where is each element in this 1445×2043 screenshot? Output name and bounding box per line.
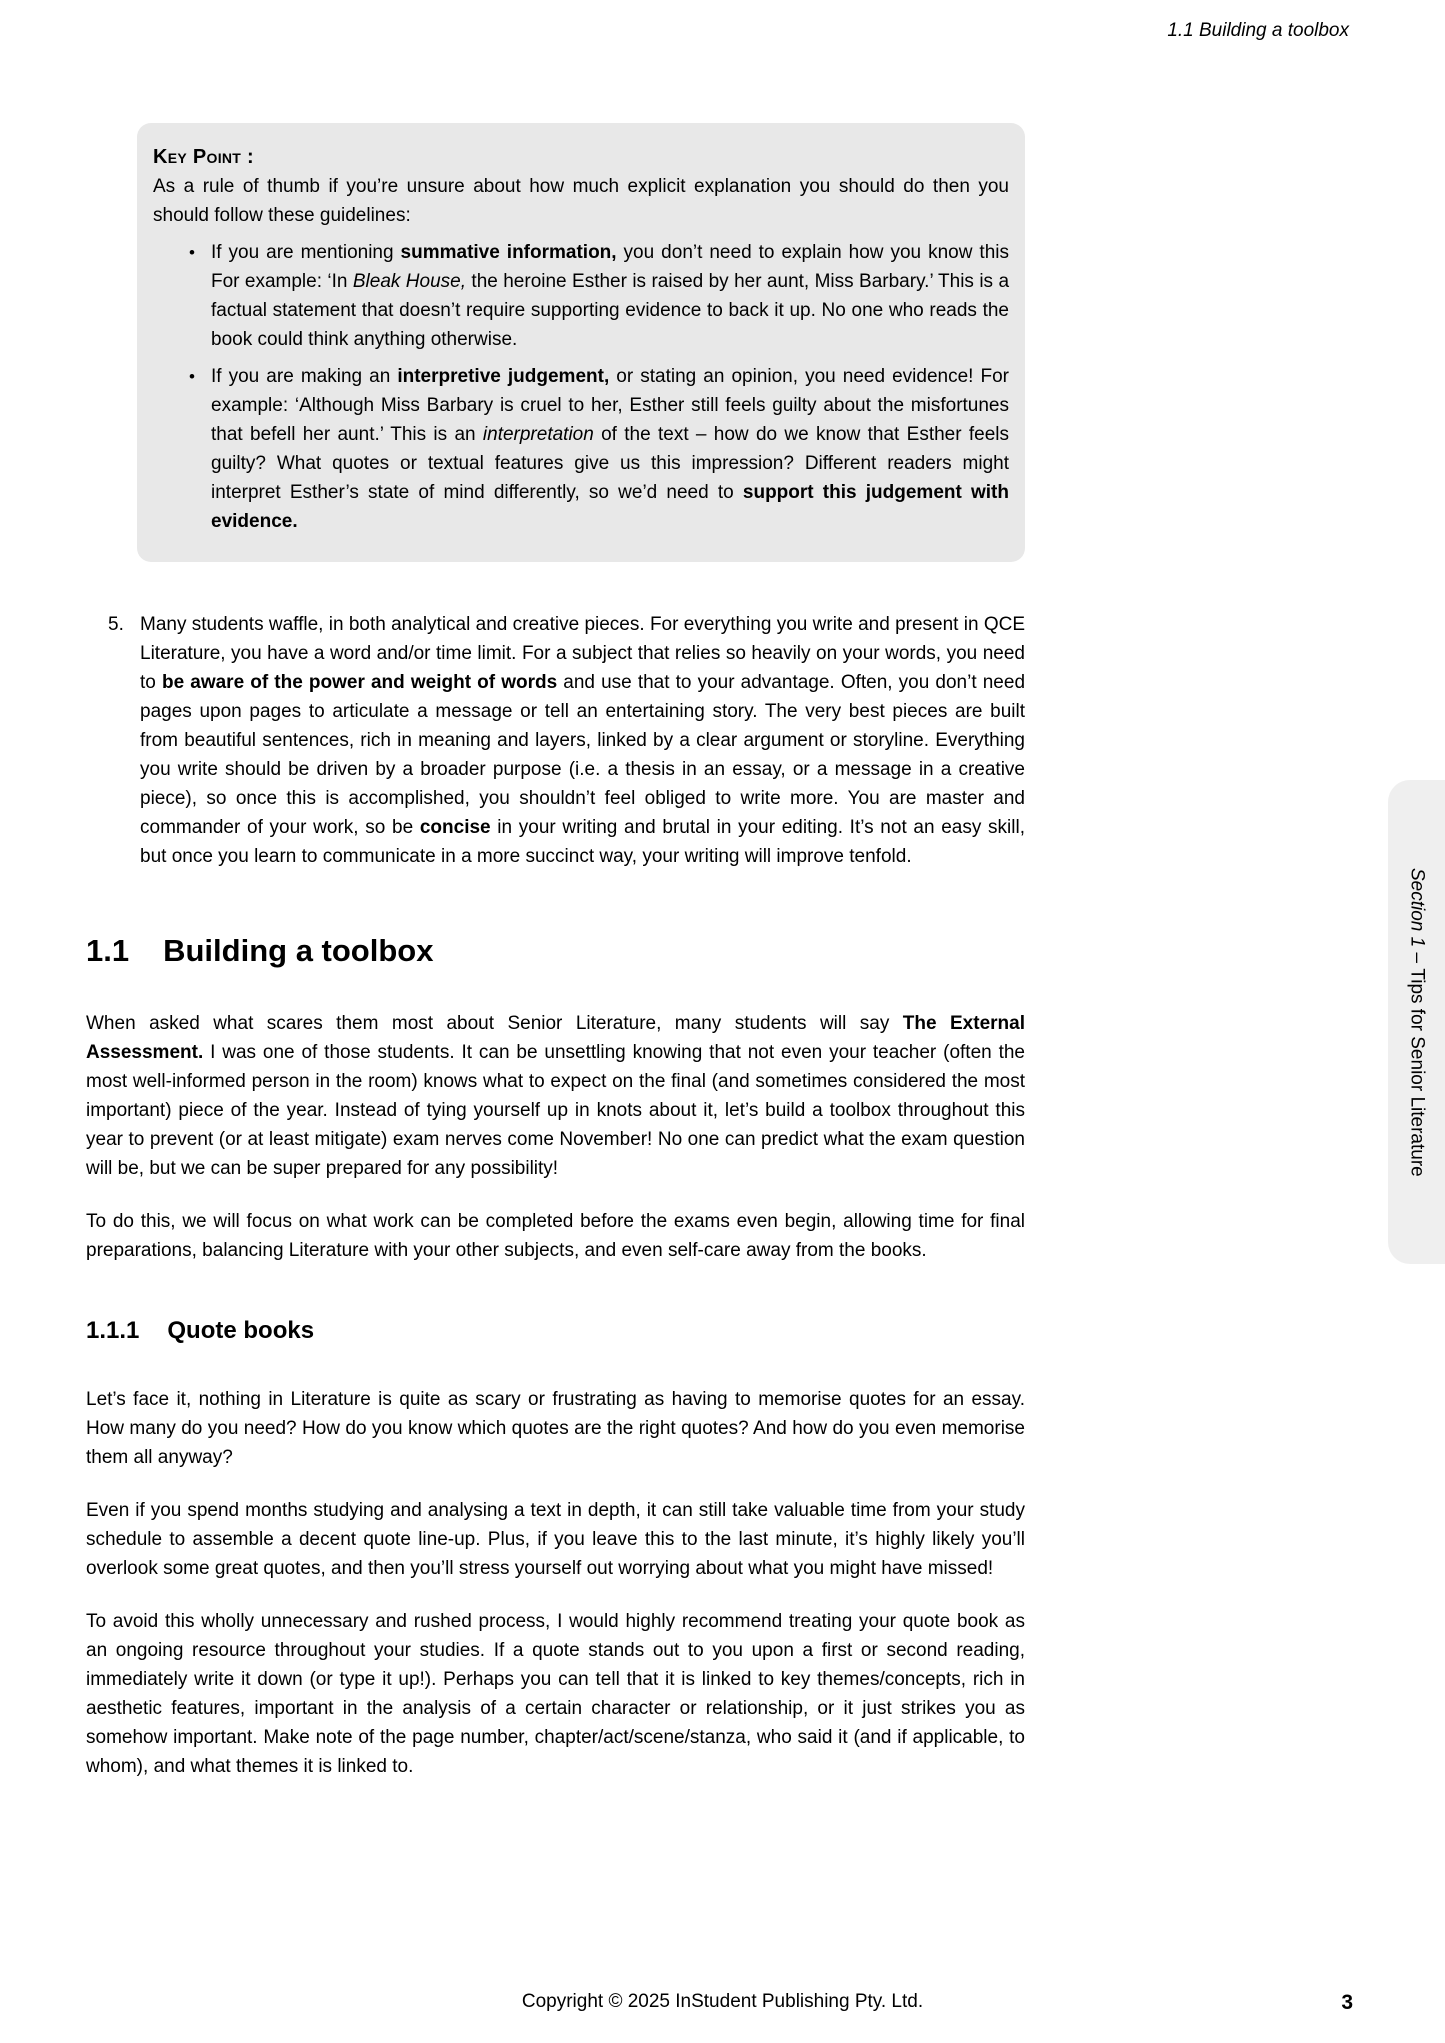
list-item-number: 5. (108, 614, 124, 635)
paragraph: Even if you spend months studying and analysing a text in depth, it can still take valuable time from your study schedule to assemble a decent quote line-up. Plus, if you leave this to the last minute, it’s highly likely you’ll overlook some great quotes, and then you’ll stress yourself out worrying about what you might have missed! (86, 1500, 1025, 1579)
bullet-icon: • (189, 243, 195, 262)
section-number: 1.1 (86, 933, 130, 968)
key-point-bullet-text: If you are mentioning summative information, you don’t need to explain how you know this For example: ‘In Bleak House, the heroine Esther is raised by her aunt, Miss Barbary.’ This is a factual statement that doesn’t require supporting evidence to back it up. No one who reads the book could think anything otherwise. (211, 242, 1010, 350)
section-heading (86, 933, 1025, 969)
key-point-bullet-item (153, 238, 1009, 354)
subsection-title: Quote books (167, 1317, 315, 1344)
bullet-icon: • (189, 367, 195, 386)
page-content (86, 123, 1025, 1781)
key-point-bullet-item (153, 362, 1009, 536)
paragraph: When asked what scares them most about Senior Literature, many students will say The External Assessment. I was one of those students. It can be unsettling knowing that not even your teacher (often the most well-informed person in the room) knows what to expect on the final (and sometimes considered the most important) piece of the year. Instead of tying yourself up in knots about it, let’s build a toolbox throughout this year to prevent (or at least mitigate) exam nerves come November! No one can predict what the exam question will be, but we can be super prepared for any possibility! (86, 1013, 1025, 1179)
key-point-bullet-text: If you are making an interpretive judgement, or stating an opinion, you need evidence! For example: ‘Although Miss Barbary is cruel to her, Esther still feels guilty about the misfortunes that befell her aunt.’ This is an interpretation of the text – how do we know that Esther feels guilty? What quotes or textual features give us this impression? Different readers might interpret Esther’s state of mind differently, so we’d need to support this judgement with evidence. (211, 366, 1009, 532)
key-point-box (137, 123, 1025, 562)
key-point-intro: As a rule of thumb if you’re unsure about how much explicit explanation you should do then you should follow these guidelines: (153, 176, 1009, 226)
section-title: Building a toolbox (163, 933, 434, 968)
footer-copyright: Copyright © 2025 InStudent Publishing Pty. Ltd. (521, 1991, 924, 2012)
key-point-label: Key Point : (153, 146, 254, 168)
running-head: 1.1 Building a toolbox (1167, 20, 1349, 41)
paragraph: To avoid this wholly unnecessary and rushed process, I would highly recommend treating your quote book as an ongoing resource throughout your studies. If a quote stands out to you upon a first or second reading, immediately write it down (or type it up!). Perhaps you can tell that it is linked to key themes/concepts, rich in aesthetic features, important in the analysis of a certain character or relationship, or it just strikes you as somehow important. Make note of the page number, chapter/act/scene/stanza, who said it (and if applicable, to whom), and what themes it is linked to. (86, 1611, 1025, 1777)
list-item-text: Many students waffle, in both analytical and creative pieces. For everything you write and present in QCE Literature, you have a word and/or time limit. For a subject that relies so heavily on your words, you need to be aware of the power and weight of words and use that to your advantage. Often, you don’t need pages upon pages to articulate a message or tell an entertaining story. The very best pieces are built from beautiful sentences, rich in meaning and layers, linked by a clear argument or storyline. Everything you write should be driven by a broader purpose (i.e. a thesis in an essay, or a message in a creative piece), so once this is accomplished, you shouldn’t feel obliged to write more. You are master and commander of your work, so be concise in your writing and brutal in your editing. It’s not an easy skill, but once you learn to communicate in a more succinct way, your writing will improve tenfold. (140, 614, 1026, 867)
section-side-tab-label: Section 1 – Tips for Senior Literature (1406, 867, 1428, 1177)
numbered-list-item-5 (86, 610, 1025, 871)
subsection-number: 1.1.1 (86, 1317, 140, 1344)
paragraph: Let’s face it, nothing in Literature is quite as scary or frustrating as having to memorise quotes for an essay. How many do you need? How do you know which quotes are the right quotes? And how do you even memorise them all anyway? (86, 1389, 1025, 1468)
section-side-tab (1388, 780, 1445, 1264)
subsection-heading (86, 1317, 1025, 1345)
page-number: 3 (1341, 1991, 1353, 2014)
paragraph: To do this, we will focus on what work can be completed before the exams even begin, allowing time for final preparations, balancing Literature with your other subjects, and even self-care away from the books. (86, 1211, 1025, 1261)
